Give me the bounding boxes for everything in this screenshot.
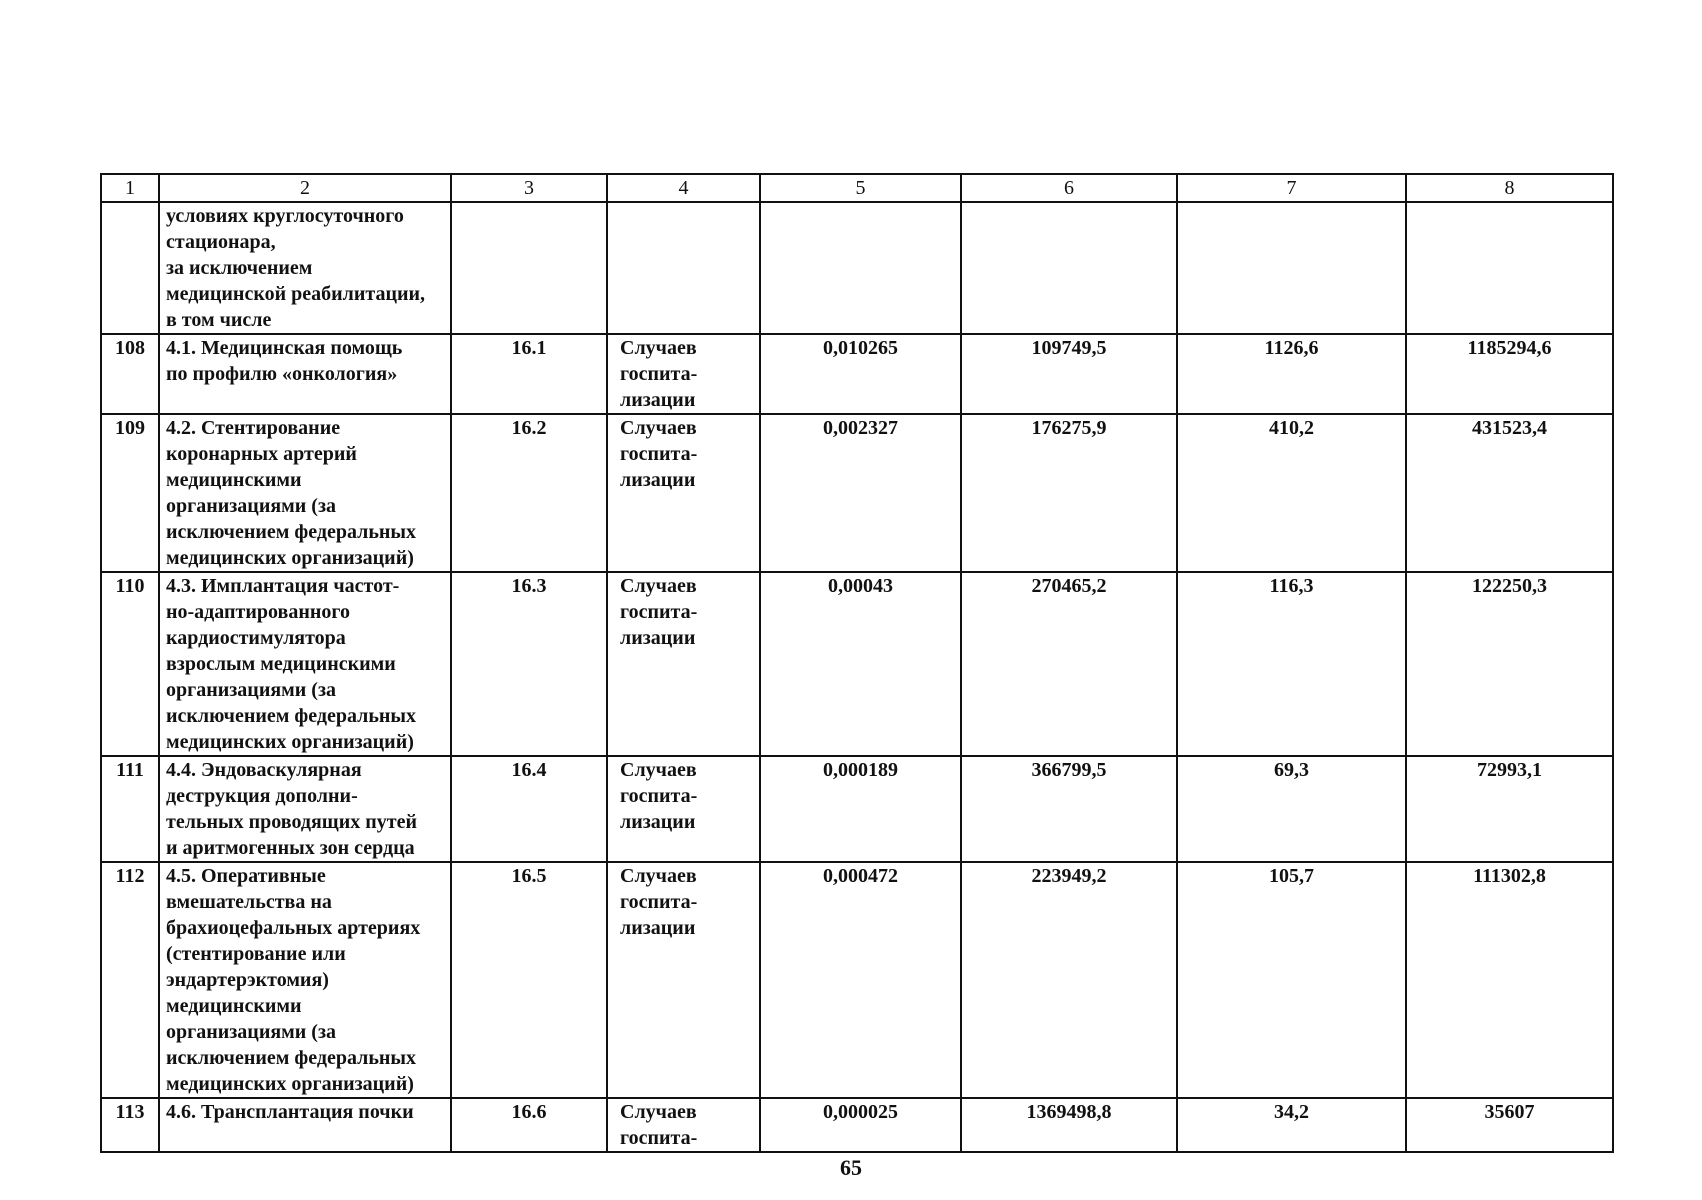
item-code-cell: 16.3 <box>451 572 607 756</box>
table-row <box>101 334 1613 414</box>
indicator-name-cell: 4.5. Оперативные вмешательства на брахиоцефальных артериях (стентирование или эндартерэктомия) медицинскими организациями (за исключением федеральных медицинских организаций) <box>159 862 451 1098</box>
value-cell: 109749,5 <box>961 334 1177 414</box>
item-code-cell: 16.4 <box>451 756 607 862</box>
value-cell <box>760 202 961 334</box>
value-cell: 0,010265 <box>760 334 961 414</box>
value-cell: 111302,8 <box>1406 862 1613 1098</box>
value-cell: 0,000025 <box>760 1098 961 1152</box>
unit-cell: Случаев госпита- лизации <box>607 334 760 414</box>
value-cell: 1185294,6 <box>1406 334 1613 414</box>
value-cell <box>1177 202 1406 334</box>
table-row <box>101 202 1613 334</box>
value-cell: 69,3 <box>1177 756 1406 862</box>
page-number: 65 <box>840 1155 862 1180</box>
unit-cell: Случаев госпита- <box>607 1098 760 1152</box>
indicator-name-cell: 4.1. Медицинская помощь по профилю «онкология» <box>159 334 451 414</box>
row-number-cell: 109 <box>101 414 159 572</box>
value-cell <box>961 202 1177 334</box>
value-cell <box>1406 202 1613 334</box>
value-cell: 0,000472 <box>760 862 961 1098</box>
item-code-cell: 16.6 <box>451 1098 607 1152</box>
column-number-row <box>101 174 1613 202</box>
row-number-cell: 110 <box>101 572 159 756</box>
table-row <box>101 862 1613 1098</box>
value-cell: 431523,4 <box>1406 414 1613 572</box>
table-row <box>101 1098 1613 1152</box>
data-table <box>100 173 1614 1153</box>
row-number-cell: 111 <box>101 756 159 862</box>
item-code-cell: 16.5 <box>451 862 607 1098</box>
value-cell: 105,7 <box>1177 862 1406 1098</box>
value-cell: 410,2 <box>1177 414 1406 572</box>
value-cell: 176275,9 <box>961 414 1177 572</box>
value-cell: 0,002327 <box>760 414 961 572</box>
value-cell: 122250,3 <box>1406 572 1613 756</box>
item-code-cell <box>451 202 607 334</box>
table-row <box>101 572 1613 756</box>
item-code-cell: 16.2 <box>451 414 607 572</box>
indicator-name-cell: 4.4. Эндоваскулярная деструкция дополни- тельных проводящих путей и аритмогенных зон сердца <box>159 756 451 862</box>
value-cell: 0,00043 <box>760 572 961 756</box>
indicator-name-cell: условиях круглосуточного стационара, за исключением медицинской реабилитации, в том числе <box>159 202 451 334</box>
value-cell: 72993,1 <box>1406 756 1613 862</box>
value-cell: 223949,2 <box>961 862 1177 1098</box>
unit-cell: Случаев госпита- лизации <box>607 862 760 1098</box>
indicator-name-cell: 4.3. Имплантация частот- но-адаптированного кардиостимулятора взрослым медицинскими организациями (за исключением федеральных медицинских организаций) <box>159 572 451 756</box>
value-cell: 116,3 <box>1177 572 1406 756</box>
value-cell: 1369498,8 <box>961 1098 1177 1152</box>
column-header: 7 <box>1177 174 1406 202</box>
value-cell: 35607 <box>1406 1098 1613 1152</box>
value-cell: 34,2 <box>1177 1098 1406 1152</box>
table-row <box>101 756 1613 862</box>
value-cell: 1126,6 <box>1177 334 1406 414</box>
indicator-name-cell: 4.2. Стентирование коронарных артерий медицинскими организациями (за исключением федеральных медицинских организаций) <box>159 414 451 572</box>
column-header: 2 <box>159 174 451 202</box>
column-header: 5 <box>760 174 961 202</box>
value-cell: 366799,5 <box>961 756 1177 862</box>
unit-cell: Случаев госпита- лизации <box>607 756 760 862</box>
column-header: 8 <box>1406 174 1613 202</box>
column-header: 3 <box>451 174 607 202</box>
table-row <box>101 414 1613 572</box>
row-number-cell: 112 <box>101 862 159 1098</box>
column-header: 4 <box>607 174 760 202</box>
column-header: 6 <box>961 174 1177 202</box>
row-number-cell <box>101 202 159 334</box>
unit-cell: Случаев госпита- лизации <box>607 572 760 756</box>
item-code-cell: 16.1 <box>451 334 607 414</box>
row-number-cell: 108 <box>101 334 159 414</box>
indicator-name-cell: 4.6. Трансплантация почки <box>159 1098 451 1152</box>
value-cell: 270465,2 <box>961 572 1177 756</box>
unit-cell <box>607 202 760 334</box>
row-number-cell: 113 <box>101 1098 159 1152</box>
value-cell: 0,000189 <box>760 756 961 862</box>
column-header: 1 <box>101 174 159 202</box>
unit-cell: Случаев госпита- лизации <box>607 414 760 572</box>
